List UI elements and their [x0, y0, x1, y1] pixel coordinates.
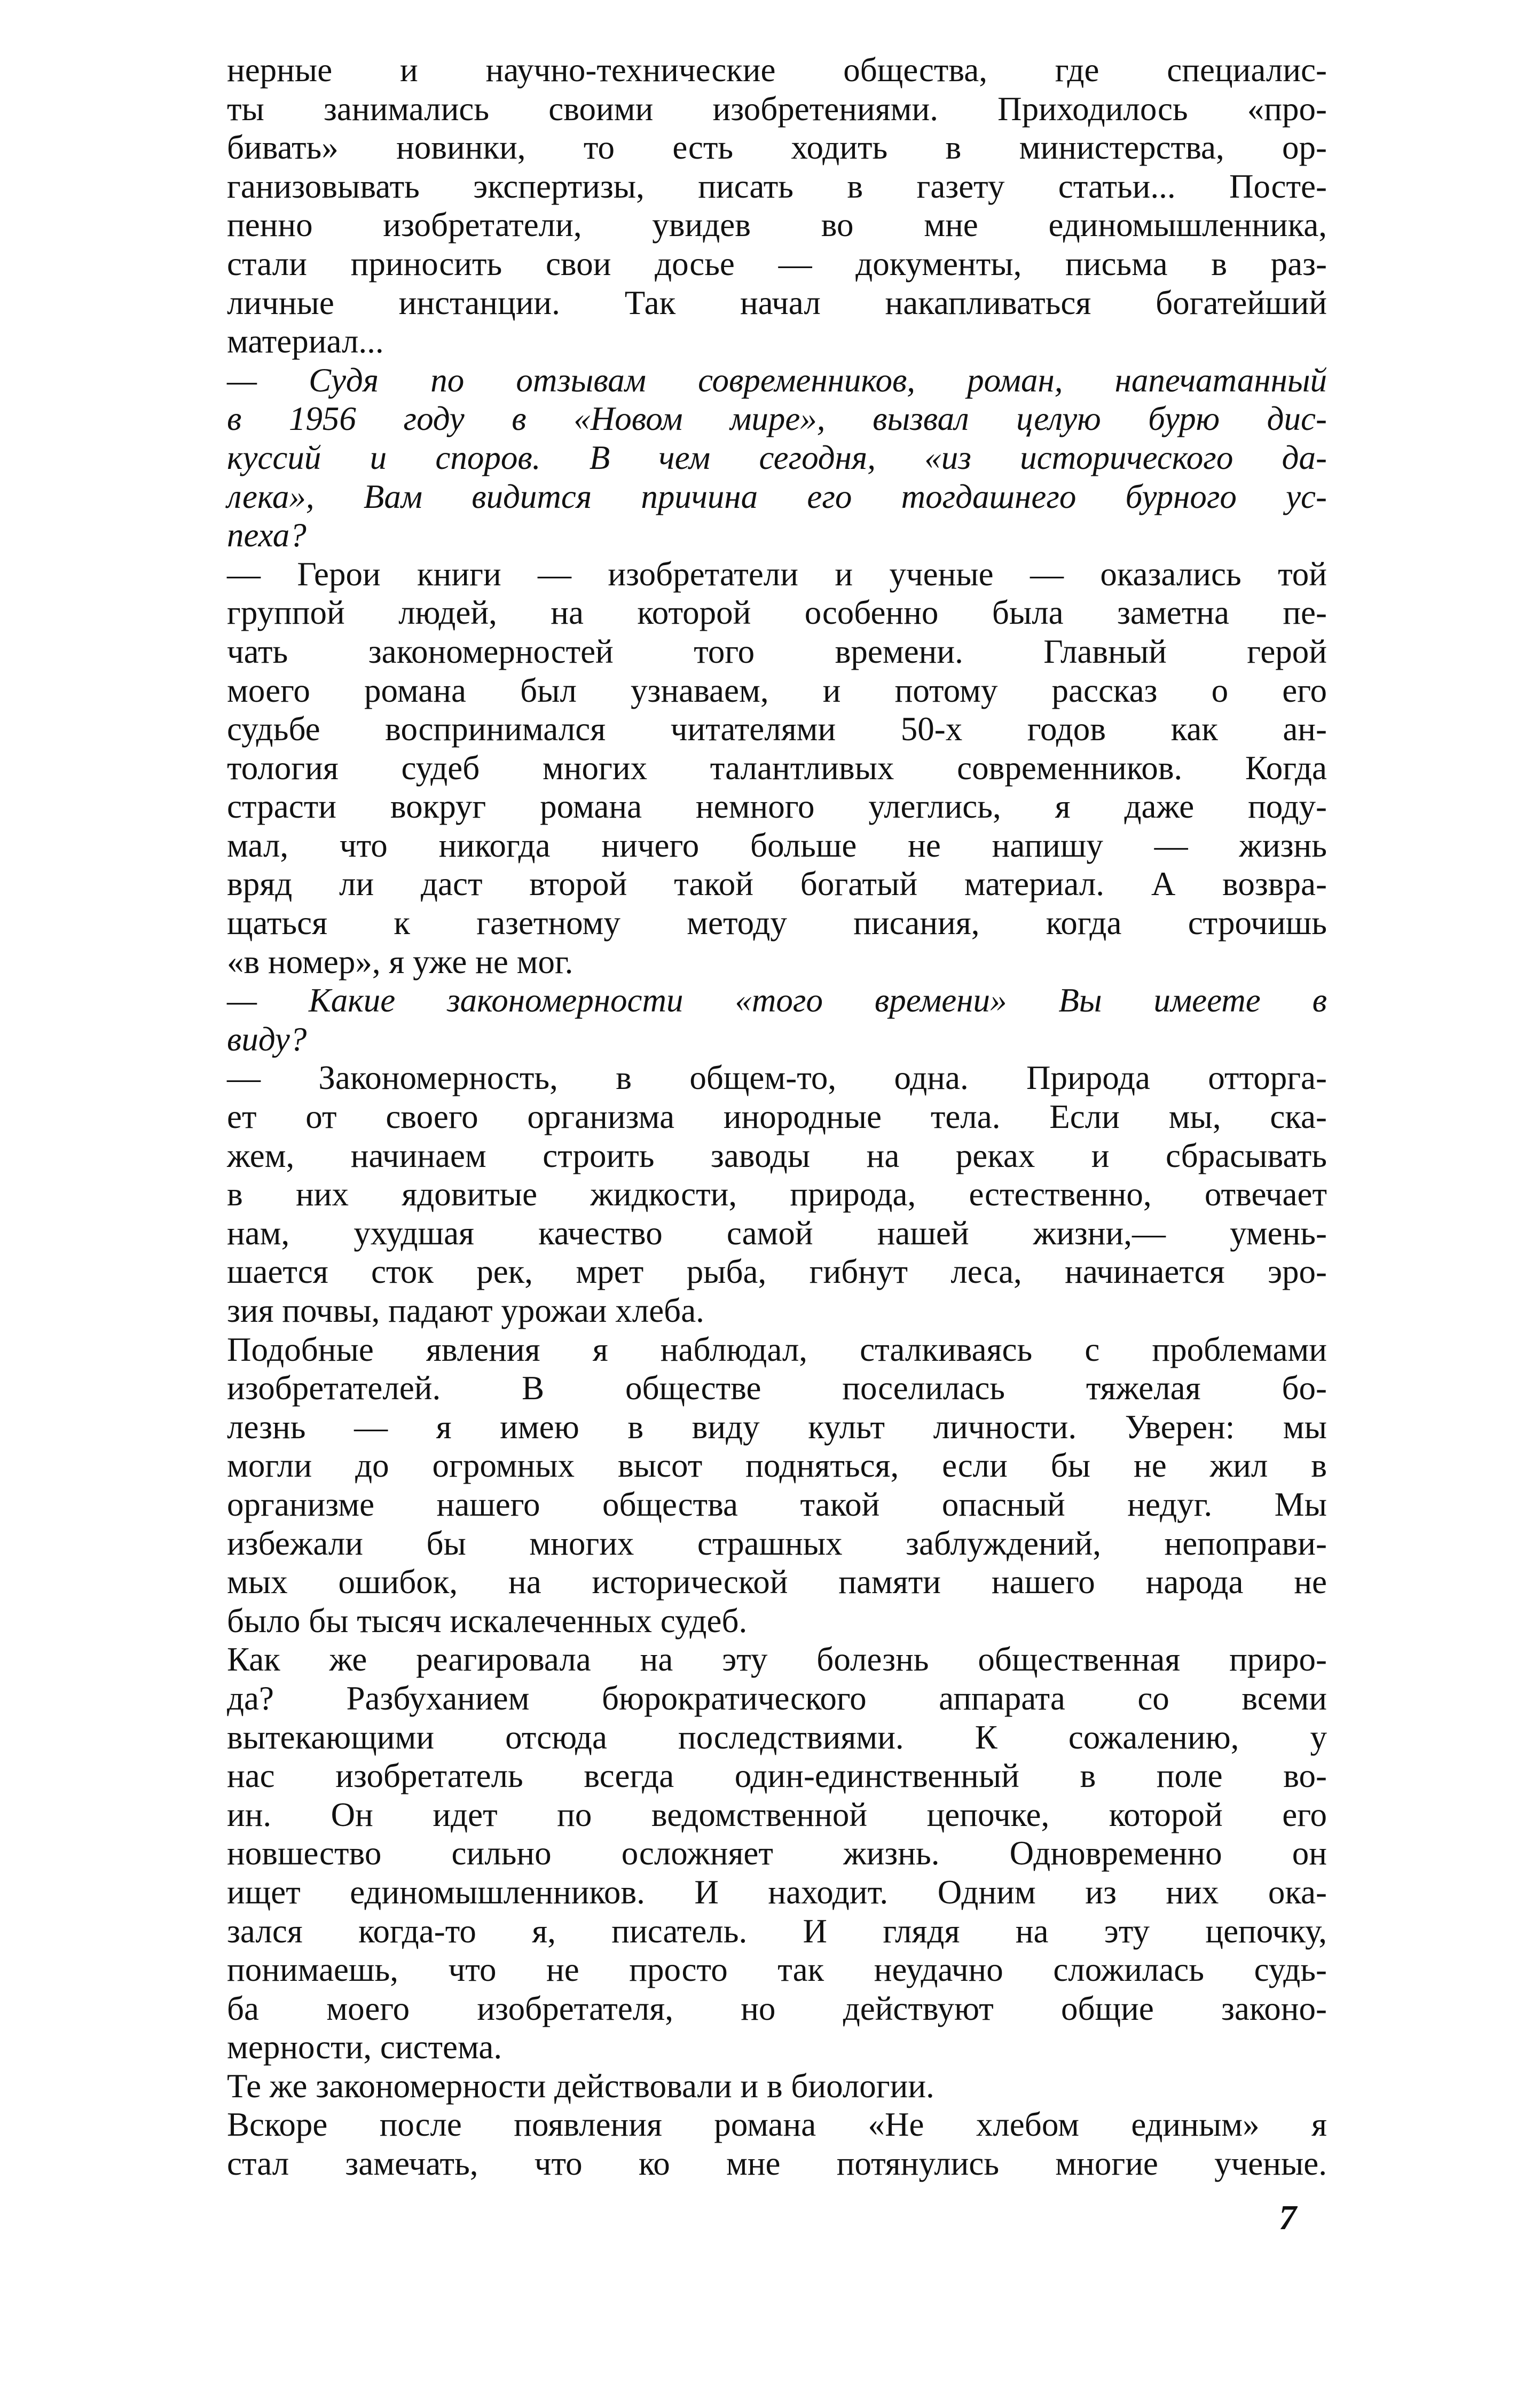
- text-line: нам, ухудшая качество самой нашей жизни,— умень-: [227, 1214, 1327, 1252]
- text-line: Те же закономерности действовали и в биологии.: [227, 2067, 934, 2105]
- text-line: судьбе воспринимался читателями 50-х годов как ан-: [227, 710, 1327, 748]
- text-line: да? Разбуханием бюрократического аппарата со всеми: [227, 1679, 1327, 1717]
- text-line: Вскоре после появления романа «Не хлебом единым» я: [227, 2106, 1327, 2144]
- text-line: — Судя по отзывам современников, роман, напечатанный: [227, 361, 1327, 399]
- text-line: избежали бы многих страшных заблуждений, непоправи-: [227, 1524, 1327, 1562]
- text-line: — Герои книги — изобретатели и ученые — оказались той: [227, 555, 1327, 593]
- text-line: куссий и споров. В чем сегодня, «из исторического да-: [227, 438, 1327, 476]
- text-line: виду?: [227, 1020, 307, 1058]
- text-line: ин. Он идет по ведомственной цепочке, которой его: [227, 1796, 1327, 1833]
- text-line: лезнь — я имею в виду культ личности. Уверен: мы: [227, 1408, 1327, 1446]
- text-line: ганизовывать экспертизы, писать в газету статьи... Посте-: [227, 167, 1327, 205]
- text-line: ты занимались своими изобретениями. Приходилось «про-: [227, 90, 1327, 128]
- text-line: ищет единомышленников. И находит. Одним из них ока-: [227, 1873, 1327, 1911]
- text-line: шается сток рек, мрет рыба, гибнут леса, начинается эро-: [227, 1253, 1327, 1291]
- text-line: Подобные явления я наблюдал, сталкиваясь с проблемами: [227, 1330, 1327, 1368]
- text-line: ет от своего организма инородные тела. Если мы, ска-: [227, 1098, 1327, 1136]
- text-line: понимаешь, что не просто так неудачно сложилась судь-: [227, 1951, 1327, 1989]
- text-line: было бы тысяч искалеченных судеб.: [227, 1602, 748, 1640]
- text-line: жем, начинаем строить заводы на реках и сбрасывать: [227, 1136, 1327, 1174]
- text-line: страсти вокруг романа немного улеглись, я даже поду-: [227, 788, 1327, 826]
- text-line: — Какие закономерности «того времени» Вы имеете в: [227, 982, 1327, 1020]
- text-line: Как же реагировала на эту болезнь общественная приро-: [227, 1641, 1327, 1679]
- text-line: ба моего изобретателя, но действуют общие законо-: [227, 1989, 1327, 2027]
- text-line: зия почвы, падают урожаи хлеба.: [227, 1292, 704, 1329]
- text-line: мал, что никогда ничего больше не напишу — жизнь: [227, 826, 1327, 864]
- text-line: группой людей, на которой особенно была заметна пе-: [227, 594, 1327, 632]
- text-line: новшество сильно осложняет жизнь. Одновременно он: [227, 1834, 1327, 1872]
- text-line: пенно изобретатели, увидев во мне единомышленника,: [227, 206, 1327, 244]
- text-line: лека», Вам видится причина его тогдашнего бурного ус-: [227, 477, 1327, 515]
- text-line: «в номер», я уже не мог.: [227, 943, 573, 981]
- text-line: стали приносить свои досье — документы, письма в раз-: [227, 245, 1327, 283]
- page-number: 7: [1279, 2198, 1297, 2237]
- text-line: материал...: [227, 323, 384, 360]
- text-line: бивать» новинки, то есть ходить в министерства, ор-: [227, 129, 1327, 167]
- text-line: нас изобретатель всегда один-единственный в поле во-: [227, 1757, 1327, 1795]
- text-line: вытекающими отсюда последствиями. К сожалению, у: [227, 1718, 1327, 1756]
- text-line: пеха?: [227, 516, 307, 554]
- text-line: тология судеб многих талантливых современников. Когда: [227, 749, 1327, 787]
- text-line: нерные и научно-технические общества, где специалис-: [227, 51, 1327, 89]
- text-line: моего романа был узнаваем, и потому рассказ о его: [227, 671, 1327, 709]
- text-line: щаться к газетному методу писания, когда строчишь: [227, 904, 1327, 942]
- text-line: личные инстанции. Так начал накапливаться богатейший: [227, 284, 1327, 322]
- text-line: мых ошибок, на исторической памяти нашего народа не: [227, 1563, 1327, 1601]
- text-line: вряд ли даст второй такой богатый материал. А возвра-: [227, 865, 1327, 903]
- text-line: в 1956 году в «Новом мире», вызвал целую бурю дис-: [227, 400, 1327, 438]
- text-line: изобретателей. В обществе поселилась тяжелая бо-: [227, 1369, 1327, 1407]
- text-line: стал замечать, что ко мне потянулись многие ученые.: [227, 2145, 1327, 2183]
- text-line: — Закономерность, в общем-то, одна. Природа отторга-: [227, 1059, 1327, 1097]
- text-line: могли до огромных высот подняться, если бы не жил в: [227, 1447, 1327, 1485]
- text-line: зался когда-то я, писатель. И глядя на эту цепочку,: [227, 1912, 1327, 1950]
- text-line: чать закономерностей того времени. Главный герой: [227, 632, 1327, 670]
- text-line: мерности, система.: [227, 2028, 502, 2066]
- text-line: в них ядовитые жидкости, природа, естественно, отвечает: [227, 1175, 1327, 1213]
- body-text: [227, 51, 1327, 2183]
- text-line: организме нашего общества такой опасный недуг. Мы: [227, 1485, 1327, 1523]
